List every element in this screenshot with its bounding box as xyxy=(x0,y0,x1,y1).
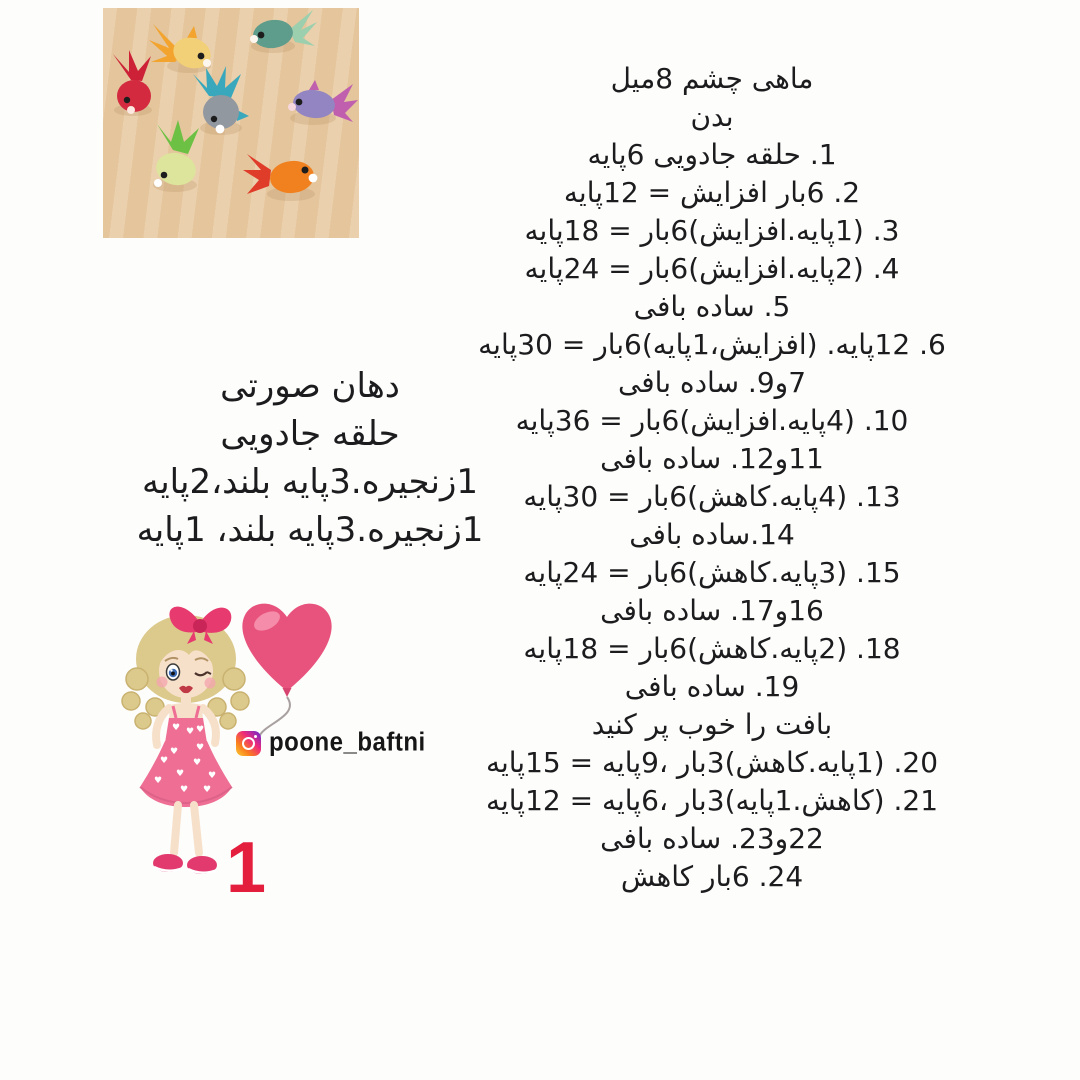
svg-text:♥: ♥ xyxy=(176,769,185,779)
svg-text:♥: ♥ xyxy=(196,725,205,735)
pattern-line: 7و9. ساده بافی xyxy=(617,366,807,399)
pattern-line: بافت را خوب پر کنید xyxy=(591,708,833,741)
pattern-line: 1. حلقه جادویی 6پایه xyxy=(587,138,837,171)
pattern-line: 15. (3پایه.کاهش)6بار = 24پایه xyxy=(523,556,901,589)
lime-fish xyxy=(153,120,199,189)
pattern-line: 10. (4پایه.افزایش)6بار = 36پایه xyxy=(515,404,909,437)
svg-text:♥: ♥ xyxy=(186,727,195,737)
red-fish xyxy=(113,50,151,114)
instagram-watermark xyxy=(236,729,426,757)
instagram-icon xyxy=(236,731,261,756)
mouth-note-line: 1زنجیره.3پایه بلند، 1پایه xyxy=(136,510,484,550)
svg-text:♥: ♥ xyxy=(208,771,217,781)
teal-fish xyxy=(250,10,317,51)
pattern-line: 22و23. ساده بافی xyxy=(600,822,824,855)
pattern-line: 3. (1پایه.افزایش)6بار = 18پایه xyxy=(524,214,900,247)
pattern-line: 2. 6بار افزایش = 12پایه xyxy=(563,176,861,209)
pattern-line: 5. ساده بافی xyxy=(633,290,791,323)
pattern-line: 4. (2پایه.افزایش)6بار = 24پایه xyxy=(524,252,900,285)
pattern-line: بدن xyxy=(690,100,734,133)
gray-fish xyxy=(193,66,249,133)
svg-text:♥: ♥ xyxy=(193,758,202,768)
pattern-line: 18. (2پایه.کاهش)6بار = 18پایه xyxy=(523,632,901,665)
pattern-line: 21. (کاهش.1پایه)3بار ،6پایه = 12پایه xyxy=(485,784,939,817)
svg-text:♥: ♥ xyxy=(170,747,179,757)
fish-photo xyxy=(103,8,359,238)
pattern-text xyxy=(462,60,962,896)
pattern-title: ماهی چشم 8میل xyxy=(610,62,814,95)
pattern-line: 14.ساده بافی xyxy=(629,518,795,551)
pattern-line: 13. (4پایه.کاهش)6بار = 30پایه xyxy=(523,480,901,513)
pattern-line: 24. 6بار کاهش xyxy=(620,860,804,893)
pattern-line: 11و12. ساده بافی xyxy=(600,442,824,475)
pattern-line: 16و17. ساده بافی xyxy=(600,594,824,627)
fish-eye xyxy=(198,53,205,60)
mouth-note xyxy=(110,362,510,554)
svg-text:♥: ♥ xyxy=(160,756,169,766)
svg-text:♥: ♥ xyxy=(180,785,189,795)
mouth-note-line: دهان صورتی xyxy=(220,366,400,406)
shoes xyxy=(153,854,217,874)
pattern-line: 19. ساده بافی xyxy=(624,670,800,703)
fish-photo-drawing xyxy=(103,8,359,238)
instagram-handle: poone_baftni xyxy=(269,728,426,757)
svg-text:♥: ♥ xyxy=(196,743,205,753)
page-number: 1 xyxy=(226,828,267,908)
pattern-line: 6. 12پایه. (افزایش،1پایه)6بار = 30پایه xyxy=(478,328,946,361)
mouth-note-line: 1زنجیره.3پایه بلند،2پایه xyxy=(141,462,479,502)
svg-text:♥: ♥ xyxy=(203,785,212,795)
mouth-note-line: حلقه جادویی xyxy=(220,414,400,454)
svg-text:♥: ♥ xyxy=(154,776,163,786)
pattern-line: 20. (1پایه.کاهش)3بار ،9پایه = 15پایه xyxy=(485,746,939,779)
svg-text:♥: ♥ xyxy=(172,723,181,733)
